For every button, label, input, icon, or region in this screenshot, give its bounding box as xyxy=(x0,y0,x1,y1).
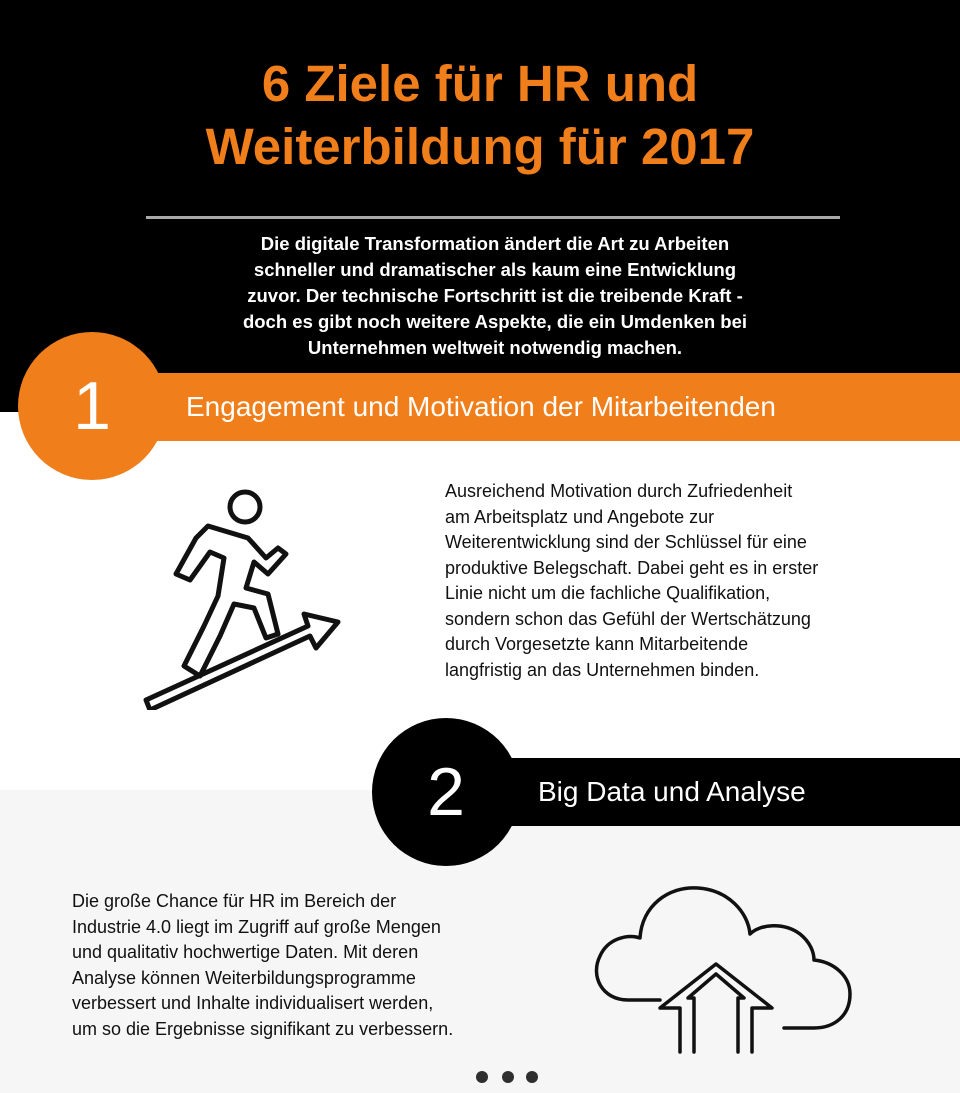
title-line-2: Weiterbildung für 2017 xyxy=(205,118,755,175)
goal-1-text-line: sondern schon das Gefühl der Wertschätzung xyxy=(445,608,811,629)
goal-1-text-line: durch Vorgesetzte kann Mitarbeitende xyxy=(445,634,749,654)
person-climbing-arrow-icon xyxy=(138,486,348,710)
goal-2-description xyxy=(72,889,542,1042)
divider-line xyxy=(146,216,840,219)
goal-1-description xyxy=(445,479,950,683)
intro-line: zuvor. Der technische Fortschritt ist die treibende Kraft - xyxy=(247,285,743,306)
goal-2-title: Big Data und Analyse xyxy=(538,776,806,807)
dot xyxy=(476,1071,488,1083)
intro-line: doch es gibt noch weitere Aspekte, die ein Umdenken bei xyxy=(242,311,748,332)
goal-1-text-line: langfristig an das Unternehmen binden. xyxy=(445,659,760,680)
goal-2-text-line: Industrie 4.0 liegt im Zugriff auf große Mengen xyxy=(72,916,441,937)
goal-1-text-line: am Arbeitsplatz und Angebote zur xyxy=(445,506,715,527)
header-banner xyxy=(0,0,960,412)
dot xyxy=(526,1071,538,1083)
goal-1-text-line: Ausreichend Motivation durch Zufriedenheit xyxy=(445,481,793,501)
intro-line: schneller und dramatischer als kaum eine Entwicklung xyxy=(253,259,737,280)
intro-line: Unternehmen weltweit notwendig machen. xyxy=(307,337,683,358)
goal-2-text-line: Die große Chance für HR im Bereich der xyxy=(72,891,397,911)
goal-1-text-line: Weiterentwicklung sind der Schlüssel für eine xyxy=(445,532,807,552)
goal-2-text-line: und qualitativ hochwertige Daten. Mit deren xyxy=(72,942,419,962)
dot xyxy=(502,1071,514,1083)
goal-1-title: Engagement und Motivation der Mitarbeitenden xyxy=(186,391,776,422)
goal-1-text-line: produktive Belegschaft. Dabei geht es in erster xyxy=(445,557,819,578)
goal-2-number-badge xyxy=(372,718,520,866)
goal-1-number: 1 xyxy=(73,368,111,444)
goal-2-text-line: Analyse können Weiterbildungsprogramme xyxy=(72,967,416,988)
cloud-upload-icon xyxy=(588,876,858,1056)
goal-2-text-line: um so die Ergebnisse signifikant zu verbessern. xyxy=(72,1018,454,1039)
page-title xyxy=(0,52,960,178)
goal-2-text-line: verbessert und Inhalte individualisert werden, xyxy=(72,993,434,1013)
goal-1-text-line: Linie nicht um die fachliche Qualifikation, xyxy=(445,583,771,603)
goal-1-number-badge xyxy=(18,332,166,480)
goal-2-number: 2 xyxy=(427,754,465,830)
title-line-1: 6 Ziele für HR und xyxy=(261,55,699,112)
intro-line: Die digitale Transformation ändert die Art zu Arbeiten xyxy=(260,233,730,254)
intro-text xyxy=(180,231,810,361)
ellipsis-dots-icon xyxy=(474,1071,544,1085)
